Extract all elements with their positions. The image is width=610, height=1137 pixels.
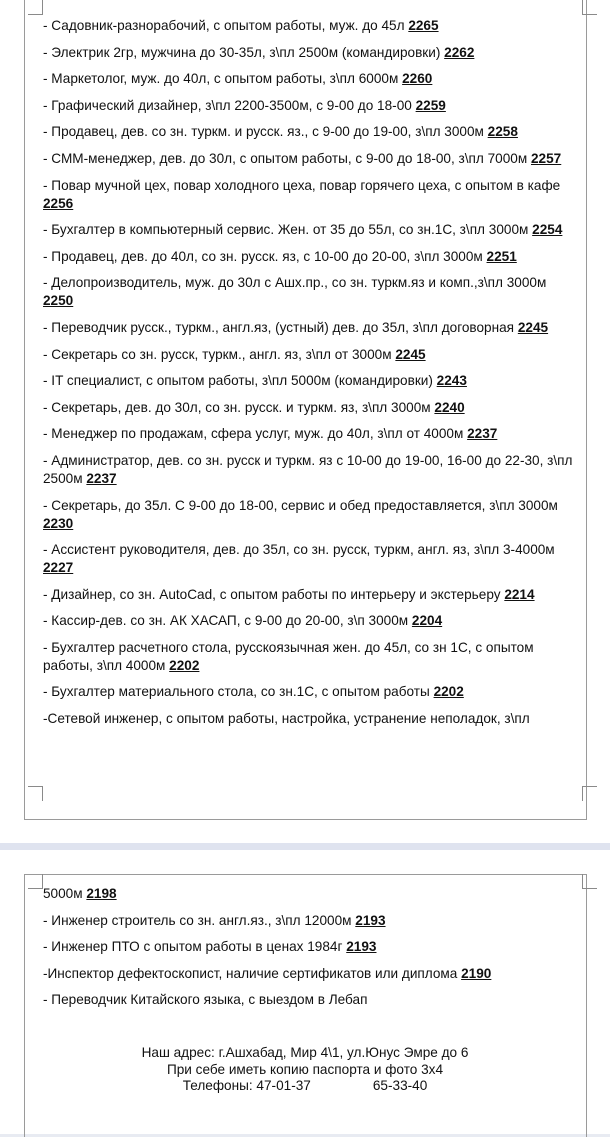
vacancy-text: - Электрик 2гр, мужчина до 30-35л, з\пл 2500м (командировки) [43, 44, 445, 60]
document-page-2 [0, 850, 610, 1134]
vacancy-code: 2202 [169, 657, 200, 673]
vacancy-text: - Повар мучной цех, повар холодного цеха, повар горячего цеха, с опытом в кафе [43, 177, 561, 193]
vacancy-code: 2190 [461, 965, 492, 981]
margin-corner-mark [28, 874, 43, 889]
vacancy-text: - Переводчик Китайского языка, с выездом в Лебап [43, 992, 368, 1008]
vacancy-text: - Продавец, дев. со зн. туркм. и русск. яз., с 9-00 до 19-00, з\пл 3000м [43, 124, 488, 140]
vacancy-entry [43, 97, 573, 115]
vacancy-text: -Инспектор дефектоскопист, наличие сертификатов или диплома [43, 965, 462, 981]
vacancy-code: 2204 [411, 613, 443, 629]
vacancy-entry [43, 123, 573, 141]
vacancy-text: - Инженер ПТО с опытом работы в ценах 1984г [43, 939, 347, 955]
vacancy-text: - Секретарь, до 35л. С 9-00 до 18-00, сервис и обед предоставляется, з\пл 3000м [43, 497, 558, 513]
page-gap [0, 843, 610, 850]
vacancy-entry [43, 452, 573, 488]
phone-label: Телефоны: 47-01-37 [182, 1078, 311, 1093]
vacancy-entry [43, 885, 573, 903]
vacancy-entry [43, 965, 573, 983]
vacancy-entry [43, 639, 573, 675]
vacancy-code: 2259 [415, 97, 446, 113]
phones-line [0, 1078, 610, 1095]
vacancy-entry [43, 274, 573, 310]
vacancy-code: 2240 [434, 399, 465, 415]
vacancy-code: 2257 [531, 150, 562, 166]
vacancy-entry [43, 938, 573, 956]
vacancy-text: - IT специалист, с опытом работы, з\пл 5000м (командировки) [43, 373, 437, 389]
vacancy-code: 2256 [43, 195, 74, 211]
vacancy-code: 2262 [444, 44, 475, 60]
vacancy-code: 2251 [486, 248, 517, 264]
vacancy-code: 2245 [395, 346, 426, 362]
vacancy-entry [43, 70, 573, 88]
vacancy-entry [43, 177, 573, 213]
vacancy-entry [43, 991, 573, 1009]
vacancy-text: - Секретарь со зн. русск, туркм., англ. яз, з\пл от 3000м [43, 346, 396, 362]
vacancy-code: 2237 [467, 426, 498, 442]
address-line: Наш адрес: г.Ашхабад, Мир 4\1, ул.Юнус Эмре до 6 [141, 1045, 469, 1060]
vacancy-code: 2198 [86, 886, 117, 901]
job-vacancy-list [43, 17, 573, 737]
vacancy-text: - Бухгалтер материального стола, со зн.1С, с опытом работы [43, 684, 434, 700]
vacancy-text: - Продавец, дев. до 40л, со зн. русск. яз, с 10-00 до 20-00, з\пл 3000м [43, 248, 487, 264]
margin-corner-mark [28, 786, 43, 801]
vacancy-text: - Переводчик русск., туркм., англ.яз, (устный) дев. до 35л, з\пл договорная [43, 319, 518, 335]
vacancy-entry [43, 319, 573, 337]
vacancy-code: 2243 [436, 373, 467, 389]
vacancy-entry [43, 150, 573, 168]
phone-number: 65-33-40 [372, 1078, 428, 1093]
margin-corner-mark [582, 786, 597, 801]
vacancy-entry [43, 912, 573, 930]
vacancy-code: 2254 [532, 222, 563, 238]
margin-corner-mark [582, 0, 597, 15]
vacancy-code: 2265 [408, 18, 439, 33]
documents-line: При себе иметь копию паспорта и фото 3х4 [166, 1061, 444, 1077]
vacancy-code: 2193 [346, 939, 377, 955]
vacancy-text: - Ассистент руководителя, дев. до 35л, со зн. русск, туркм, англ. яз, з\пл 3-4000м [43, 542, 555, 558]
vacancy-entry [43, 221, 573, 239]
vacancy-text: - Менеджер по продажам, сфера услуг, муж. до 40л, з\пл от 4000м [43, 426, 468, 442]
vacancy-text: - Графический дизайнер, з\пл 2200-3500м, с 9-00 до 18-00 [43, 97, 416, 113]
contact-footer [0, 1045, 610, 1095]
margin-corner-mark [582, 874, 597, 889]
vacancy-text: - СММ-менеджер, дев. до 30л, с опытом работы, с 9-00 до 18-00, з\пл 7000м [43, 150, 531, 166]
vacancy-code: 2245 [517, 319, 549, 335]
vacancy-entry [43, 710, 573, 728]
vacancy-text: 5000м [43, 886, 87, 901]
vacancy-entry [43, 17, 573, 35]
vacancy-entry [43, 541, 573, 577]
margin-corner-mark [28, 0, 43, 15]
vacancy-code: 2230 [43, 515, 74, 531]
vacancy-text: - Дизайнер, со зн. AutoCad, с опытом работы по интерьеру и экстерьеру [43, 586, 505, 602]
vacancy-text: - Бухгалтер расчетного стола, русскоязычная жен. до 45л, со зн 1С, с опытом работы, з\пл 4000м [43, 639, 534, 673]
vacancy-text: - Бухгалтер в компьютерный сервис. Жен. от 35 до 55л, со зн.1С, з\пл 3000м [43, 222, 533, 238]
vacancy-entry [43, 346, 573, 364]
vacancy-code: 2227 [43, 560, 74, 576]
vacancy-entry [43, 497, 573, 533]
vacancy-code: 2237 [86, 470, 117, 486]
vacancy-code: 2260 [402, 71, 433, 87]
vacancy-entry [43, 372, 573, 390]
vacancy-code: 2193 [355, 912, 386, 928]
vacancy-text: - Инженер строитель со зн. англ.яз., з\пл 12000м [43, 912, 356, 928]
vacancy-code: 2250 [43, 293, 74, 309]
vacancy-code: 2214 [504, 586, 535, 602]
vacancy-entry [43, 399, 573, 417]
vacancy-entry [43, 44, 573, 62]
vacancy-entry [43, 248, 573, 266]
job-vacancy-list-continued [43, 885, 573, 1018]
vacancy-text: - Кассир-дев. со зн. АК ХАСАП, с 9-00 до 20-00, з\п 3000м [43, 613, 412, 629]
vacancy-entry [43, 683, 573, 701]
vacancy-entry [43, 586, 573, 604]
vacancy-text: - Делопроизводитель, муж. до 30л с Ашх.пр., со зн. туркм.яз и комп.,з\пл 3000м [43, 275, 547, 291]
vacancy-code: 2202 [433, 684, 464, 700]
vacancy-text: - Садовник-разнорабочий, с опытом работы, муж. до 45л [43, 18, 409, 33]
vacancy-text: - Маркетолог, муж. до 40л, с опытом работы, з\пл 6000м [43, 71, 403, 87]
vacancy-entry [43, 425, 573, 443]
vacancy-entry [43, 612, 573, 630]
vacancy-text: - Администратор, дев. со зн. русск и туркм. яз с 10-00 до 19-00, 16-00 до 22-30, з\пл 2500м [43, 452, 573, 486]
vacancy-code: 2258 [487, 124, 518, 140]
vacancy-text: -Сетевой инженер, с опытом работы, настройка, устранение неполадок, з\пл [43, 711, 530, 727]
vacancy-text: - Секретарь, дев. до 30л, со зн. русск. и туркм. яз, з\пл 3000м [43, 399, 435, 415]
